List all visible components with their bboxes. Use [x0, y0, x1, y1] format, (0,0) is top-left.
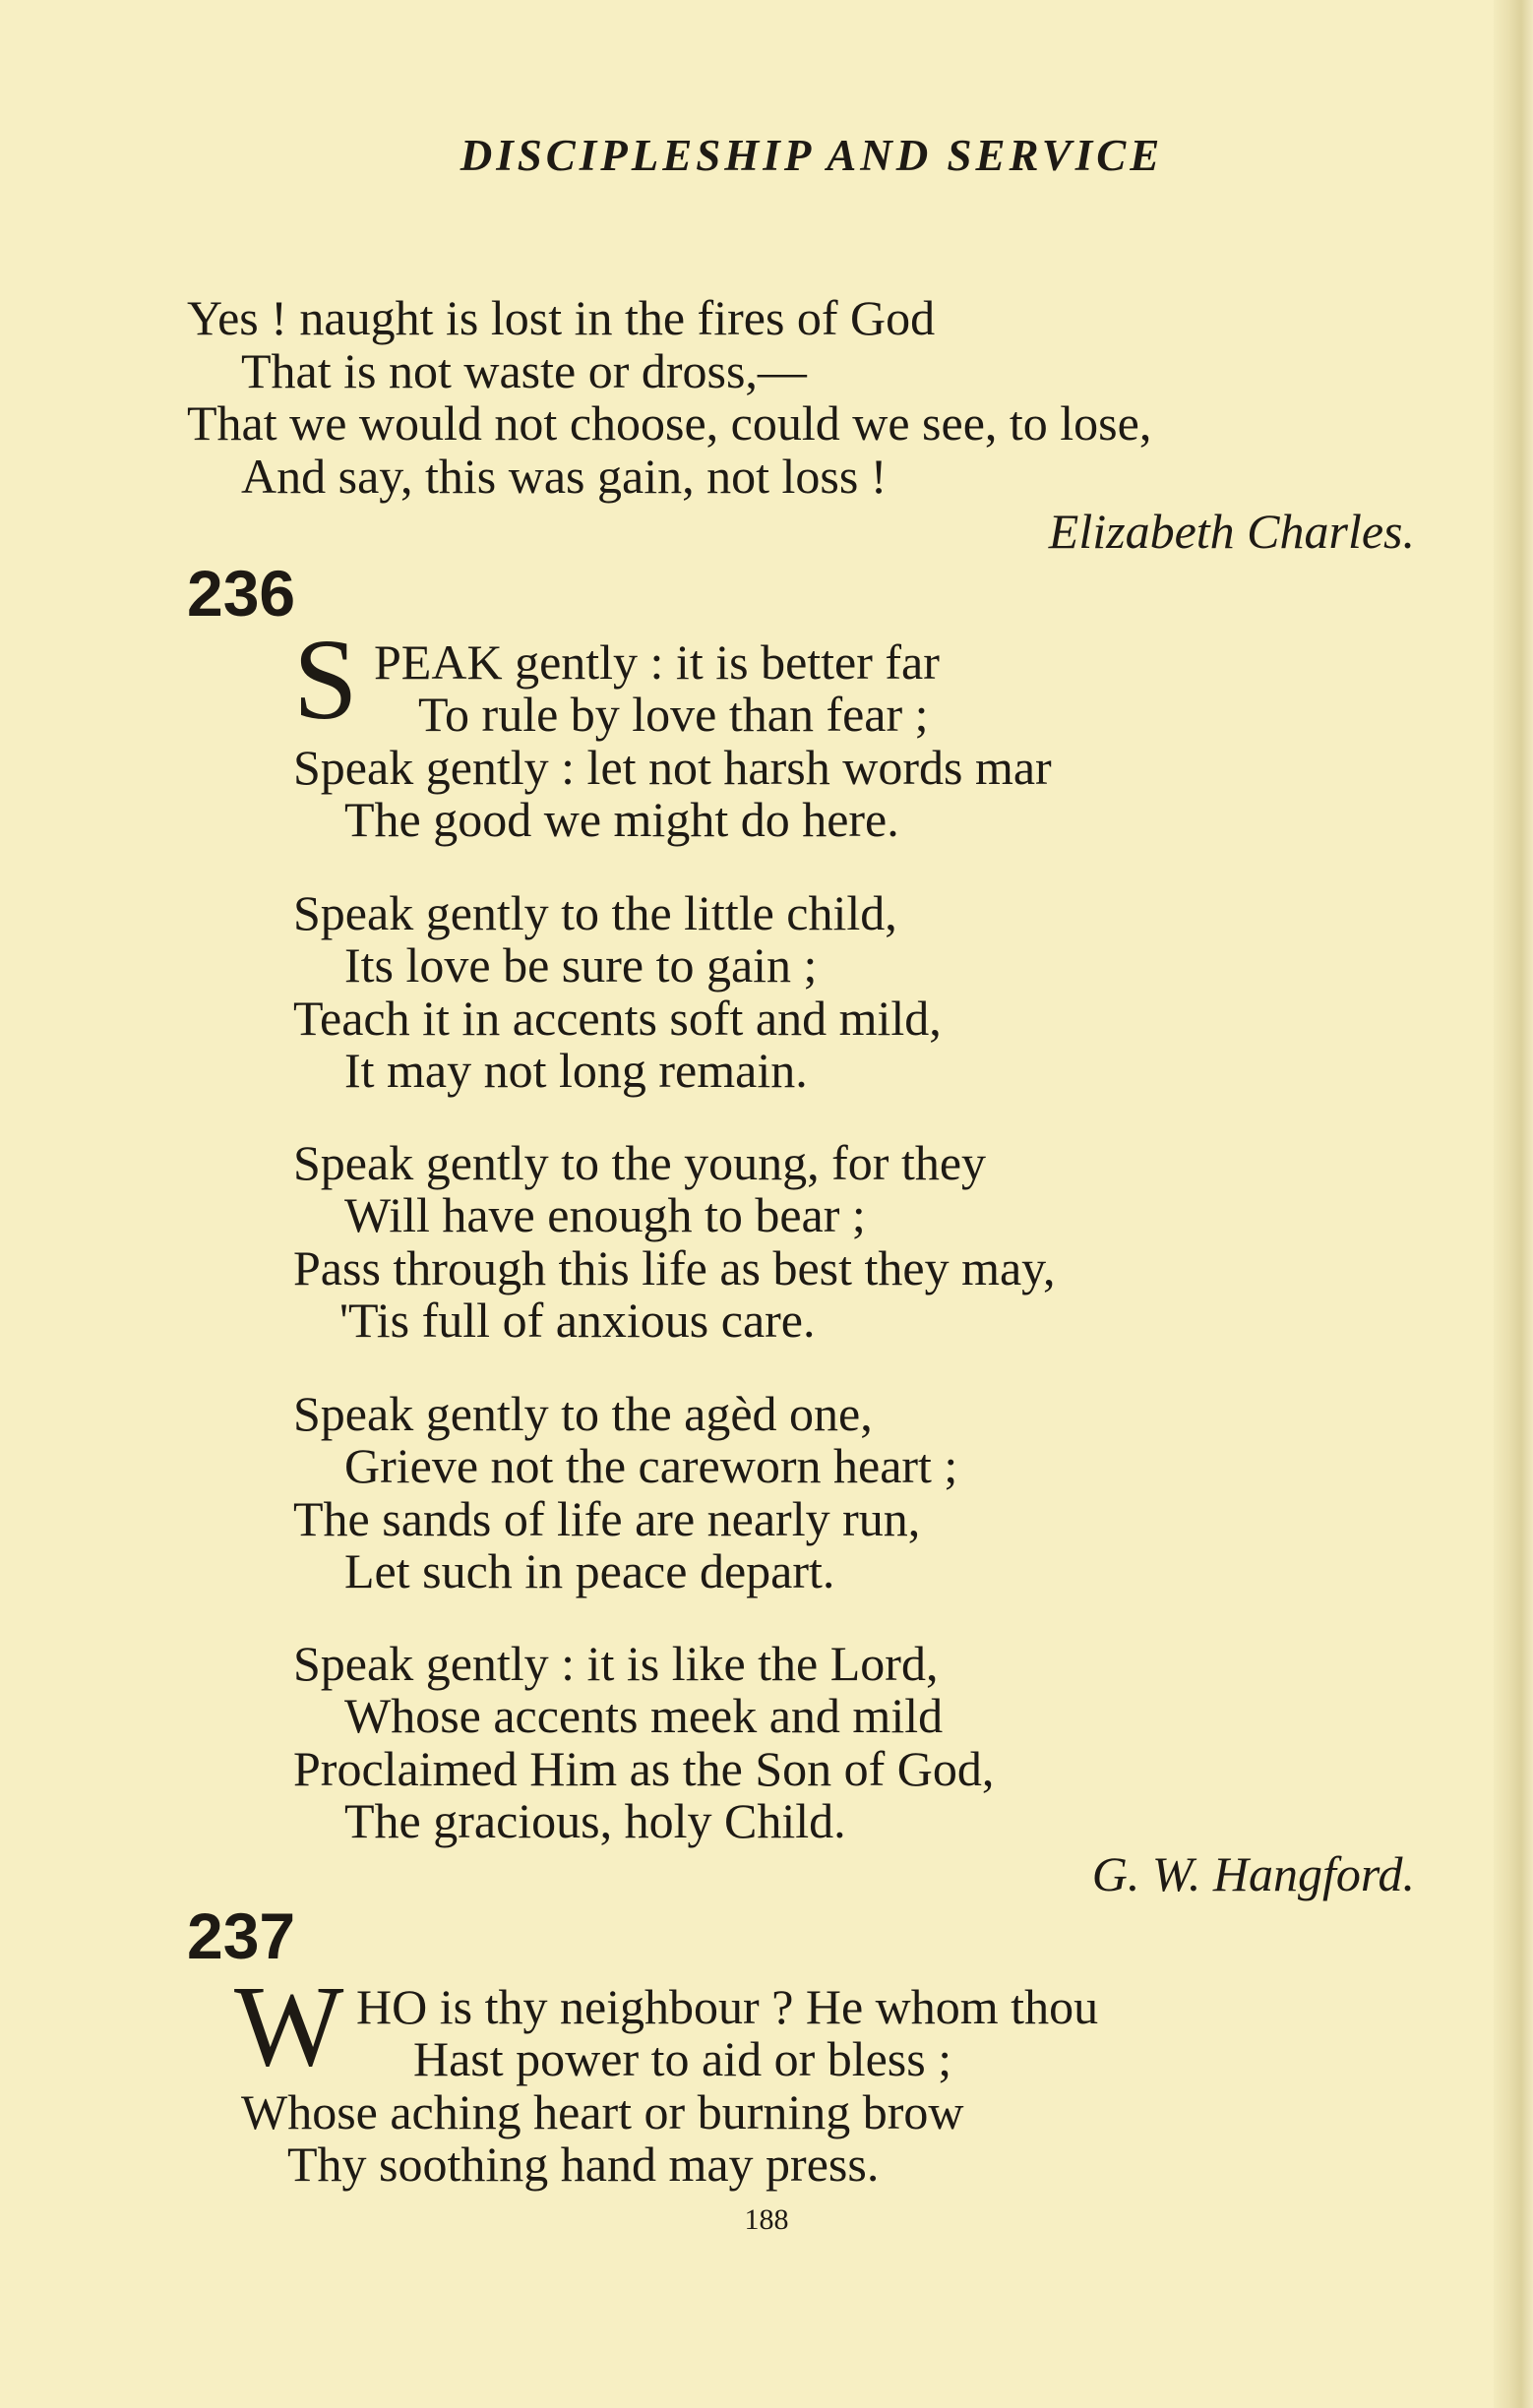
poem-author: Elizabeth Charles. — [1048, 504, 1415, 559]
hymn-line: Speak gently to the agèd one, — [293, 1386, 873, 1441]
poem-line: That we would not choose, could we see, to lose, — [187, 395, 1152, 451]
hymn-line: Will have enough to bear ; — [344, 1187, 866, 1242]
hymn-line: The gracious, holy Child. — [344, 1793, 846, 1848]
hymn-line: Pass through this life as best they may, — [293, 1240, 1056, 1295]
hymn-line: Thy soothing hand may press. — [287, 2137, 880, 2192]
hymn-line: Teach it in accents soft and mild, — [293, 991, 942, 1046]
poem-line: That is not waste or dross,— — [241, 343, 807, 398]
hymn-line: PEAK gently : it is better far — [374, 634, 940, 690]
page-number: 188 — [744, 2203, 789, 2236]
hymn-number: 236 — [187, 557, 296, 630]
hymn-line: 'Tis full of anxious care. — [339, 1293, 816, 1348]
hymn-line: Whose accents meek and mild — [344, 1688, 944, 1743]
page-gutter-shadow — [1494, 0, 1533, 2408]
hymn-line: Its love be sure to gain ; — [344, 937, 818, 993]
hymn-line: The sands of life are nearly run, — [293, 1491, 921, 1546]
hymn-line: Speak gently : let not harsh words mar — [293, 740, 1052, 795]
hymn-line: Proclaimed Him as the Son of God, — [293, 1741, 995, 1796]
poem-line: And say, this was gain, not loss ! — [241, 449, 888, 504]
hymn-number: 237 — [187, 1899, 296, 1972]
hymn-line: HO is thy neighbour ? He whom thou — [356, 1979, 1099, 2034]
hymn-line: Speak gently : it is like the Lord, — [293, 1636, 939, 1691]
drop-cap: S — [293, 615, 358, 744]
hymn-line: The good we might do here. — [344, 792, 899, 847]
hymn-author: G. W. Hangford. — [1091, 1846, 1415, 1901]
hymn-line: To rule by love than fear ; — [418, 687, 929, 742]
hymn-line: It may not long remain. — [344, 1043, 808, 1098]
running-header: DISCIPLESHIP AND SERVICE — [460, 131, 1164, 180]
poem-line: Yes ! naught is lost in the fires of God — [187, 290, 936, 345]
hymn-line: Whose aching heart or burning brow — [241, 2084, 964, 2139]
hymn-line: Speak gently to the little child, — [293, 885, 897, 940]
hymn-line: Let such in peace depart. — [344, 1543, 835, 1598]
hymn-line: Hast power to aid or bless ; — [413, 2031, 952, 2086]
hymn-line: Speak gently to the young, for they — [293, 1135, 987, 1190]
drop-cap: W — [234, 1961, 344, 2090]
hymn-line: Grieve not the careworn heart ; — [344, 1438, 958, 1493]
